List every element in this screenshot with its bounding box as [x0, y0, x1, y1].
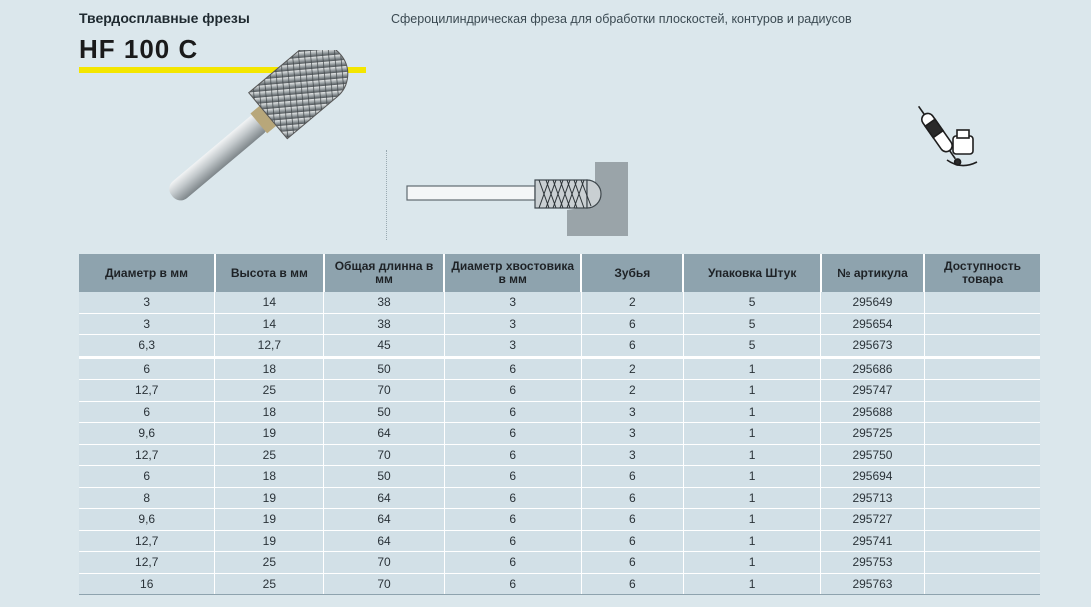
cell-shank-diameter: 6 — [444, 552, 581, 574]
cell-diameter: 12,7 — [79, 530, 215, 552]
burr-machining-diagram — [405, 148, 635, 240]
cell-article-number: 295753 — [821, 552, 924, 574]
table-row — [79, 573, 1040, 595]
cell-diameter: 8 — [79, 487, 215, 509]
cell-height: 25 — [215, 380, 324, 402]
cell-total-length: 64 — [324, 487, 445, 509]
cell-total-length: 50 — [324, 357, 445, 380]
table-header-row — [79, 254, 1040, 292]
cell-article-number: 295727 — [821, 509, 924, 531]
cell-diameter: 6 — [79, 357, 215, 380]
cell-diameter: 9,6 — [79, 509, 215, 531]
cell-package: 1 — [683, 466, 820, 488]
cell-total-length: 70 — [324, 444, 445, 466]
cell-total-length: 70 — [324, 552, 445, 574]
table-row — [79, 552, 1040, 574]
product-code: HF 100 C — [79, 34, 199, 64]
cell-package: 5 — [683, 292, 820, 313]
cell-shank-diameter: 6 — [444, 380, 581, 402]
cell-height: 25 — [215, 552, 324, 574]
cell-package: 5 — [683, 313, 820, 335]
cell-diameter: 6 — [79, 401, 215, 423]
cell-height: 25 — [215, 573, 324, 595]
cell-diameter: 12,7 — [79, 444, 215, 466]
cell-article-number: 295649 — [821, 292, 924, 313]
cell-height: 18 — [215, 466, 324, 488]
rotary-tool-icon — [905, 104, 985, 184]
cell-height: 25 — [215, 444, 324, 466]
cell-diameter: 6 — [79, 466, 215, 488]
cell-height: 14 — [215, 313, 324, 335]
cell-shank-diameter: 3 — [444, 335, 581, 358]
cell-package: 1 — [683, 509, 820, 531]
table-row — [79, 487, 1040, 509]
cell-total-length: 50 — [324, 401, 445, 423]
table-row — [79, 423, 1040, 445]
cell-availability — [924, 530, 1040, 552]
table-row — [79, 444, 1040, 466]
cell-teeth: 6 — [581, 466, 683, 488]
cell-package: 1 — [683, 423, 820, 445]
cell-article-number: 295725 — [821, 423, 924, 445]
cell-total-length: 70 — [324, 380, 445, 402]
cell-diameter: 6,3 — [79, 335, 215, 358]
cell-package: 1 — [683, 444, 820, 466]
cell-article-number: 295763 — [821, 573, 924, 595]
cell-height: 19 — [215, 530, 324, 552]
cell-availability — [924, 444, 1040, 466]
cell-availability — [924, 509, 1040, 531]
cell-article-number: 295741 — [821, 530, 924, 552]
cell-teeth: 6 — [581, 573, 683, 595]
header-teeth: Зубья — [581, 254, 683, 292]
cell-article-number: 295654 — [821, 313, 924, 335]
cell-shank-diameter: 6 — [444, 444, 581, 466]
cell-diameter: 16 — [79, 573, 215, 595]
cell-diameter: 3 — [79, 292, 215, 313]
cell-availability — [924, 292, 1040, 313]
cell-diameter: 9,6 — [79, 423, 215, 445]
cell-shank-diameter: 6 — [444, 401, 581, 423]
cell-teeth: 6 — [581, 487, 683, 509]
cell-shank-diameter: 6 — [444, 357, 581, 380]
cell-teeth: 3 — [581, 423, 683, 445]
cell-height: 19 — [215, 423, 324, 445]
cell-shank-diameter: 6 — [444, 509, 581, 531]
cell-article-number: 295686 — [821, 357, 924, 380]
cell-height: 12,7 — [215, 335, 324, 358]
cell-teeth: 2 — [581, 357, 683, 380]
cell-teeth: 6 — [581, 313, 683, 335]
cell-package: 5 — [683, 335, 820, 358]
cell-diameter: 3 — [79, 313, 215, 335]
cell-availability — [924, 357, 1040, 380]
cell-article-number: 295750 — [821, 444, 924, 466]
cell-height: 14 — [215, 292, 324, 313]
cell-availability — [924, 401, 1040, 423]
table-row — [79, 509, 1040, 531]
cell-teeth: 3 — [581, 444, 683, 466]
cell-package: 1 — [683, 530, 820, 552]
cell-shank-diameter: 6 — [444, 530, 581, 552]
cell-package: 1 — [683, 487, 820, 509]
cell-teeth: 2 — [581, 292, 683, 313]
cell-total-length: 50 — [324, 466, 445, 488]
cell-total-length: 70 — [324, 573, 445, 595]
cell-article-number: 295688 — [821, 401, 924, 423]
cell-article-number: 295713 — [821, 487, 924, 509]
cell-availability — [924, 335, 1040, 358]
table-row — [79, 380, 1040, 402]
cell-availability — [924, 466, 1040, 488]
header-height: Высота в мм — [215, 254, 324, 292]
category-title: Твердосплавные фрезы — [79, 10, 250, 26]
specifications-table — [79, 254, 1040, 595]
cell-shank-diameter: 3 — [444, 292, 581, 313]
cell-package: 1 — [683, 401, 820, 423]
cell-teeth: 6 — [581, 530, 683, 552]
cell-diameter: 12,7 — [79, 552, 215, 574]
cell-teeth: 6 — [581, 552, 683, 574]
cell-shank-diameter: 6 — [444, 487, 581, 509]
cell-diameter: 12,7 — [79, 380, 215, 402]
cell-height: 18 — [215, 357, 324, 380]
table-row — [79, 313, 1040, 335]
cell-package: 1 — [683, 573, 820, 595]
cell-total-length: 64 — [324, 530, 445, 552]
table-row — [79, 466, 1040, 488]
cell-package: 1 — [683, 552, 820, 574]
cell-total-length: 45 — [324, 335, 445, 358]
cell-shank-diameter: 6 — [444, 573, 581, 595]
cell-availability — [924, 487, 1040, 509]
cell-total-length: 64 — [324, 423, 445, 445]
cell-availability — [924, 552, 1040, 574]
cell-total-length: 38 — [324, 313, 445, 335]
cell-article-number: 295747 — [821, 380, 924, 402]
cell-package: 1 — [683, 380, 820, 402]
cell-total-length: 38 — [324, 292, 445, 313]
cell-package: 1 — [683, 357, 820, 380]
header-package: Упаковка Штук — [683, 254, 820, 292]
table-row — [79, 335, 1040, 358]
cell-shank-diameter: 6 — [444, 423, 581, 445]
cell-availability — [924, 380, 1040, 402]
header-availability: Доступность товара — [924, 254, 1040, 292]
table-row — [79, 292, 1040, 313]
cell-teeth: 6 — [581, 509, 683, 531]
cell-article-number: 295673 — [821, 335, 924, 358]
header-total-length: Общая длинна в мм — [324, 254, 445, 292]
product-description: Сфероцилиндрическая фреза для обработки плоскостей, контуров и радиусов — [391, 12, 852, 26]
cell-shank-diameter: 3 — [444, 313, 581, 335]
table-row — [79, 401, 1040, 423]
header-shank-diameter: Диаметр хвостовика в мм — [444, 254, 581, 292]
header-article-number: № артикула — [821, 254, 924, 292]
divider — [386, 150, 389, 240]
cell-total-length: 64 — [324, 509, 445, 531]
cell-height: 19 — [215, 487, 324, 509]
cell-teeth: 3 — [581, 401, 683, 423]
table-row — [79, 357, 1040, 380]
cell-availability — [924, 313, 1040, 335]
cell-article-number: 295694 — [821, 466, 924, 488]
table-row — [79, 530, 1040, 552]
cell-height: 19 — [215, 509, 324, 531]
cell-height: 18 — [215, 401, 324, 423]
cell-teeth: 2 — [581, 380, 683, 402]
cell-availability — [924, 423, 1040, 445]
header-diameter: Диаметр в мм — [79, 254, 215, 292]
cell-availability — [924, 573, 1040, 595]
cell-teeth: 6 — [581, 335, 683, 358]
carbide-burr-photo — [125, 50, 365, 220]
cell-shank-diameter: 6 — [444, 466, 581, 488]
